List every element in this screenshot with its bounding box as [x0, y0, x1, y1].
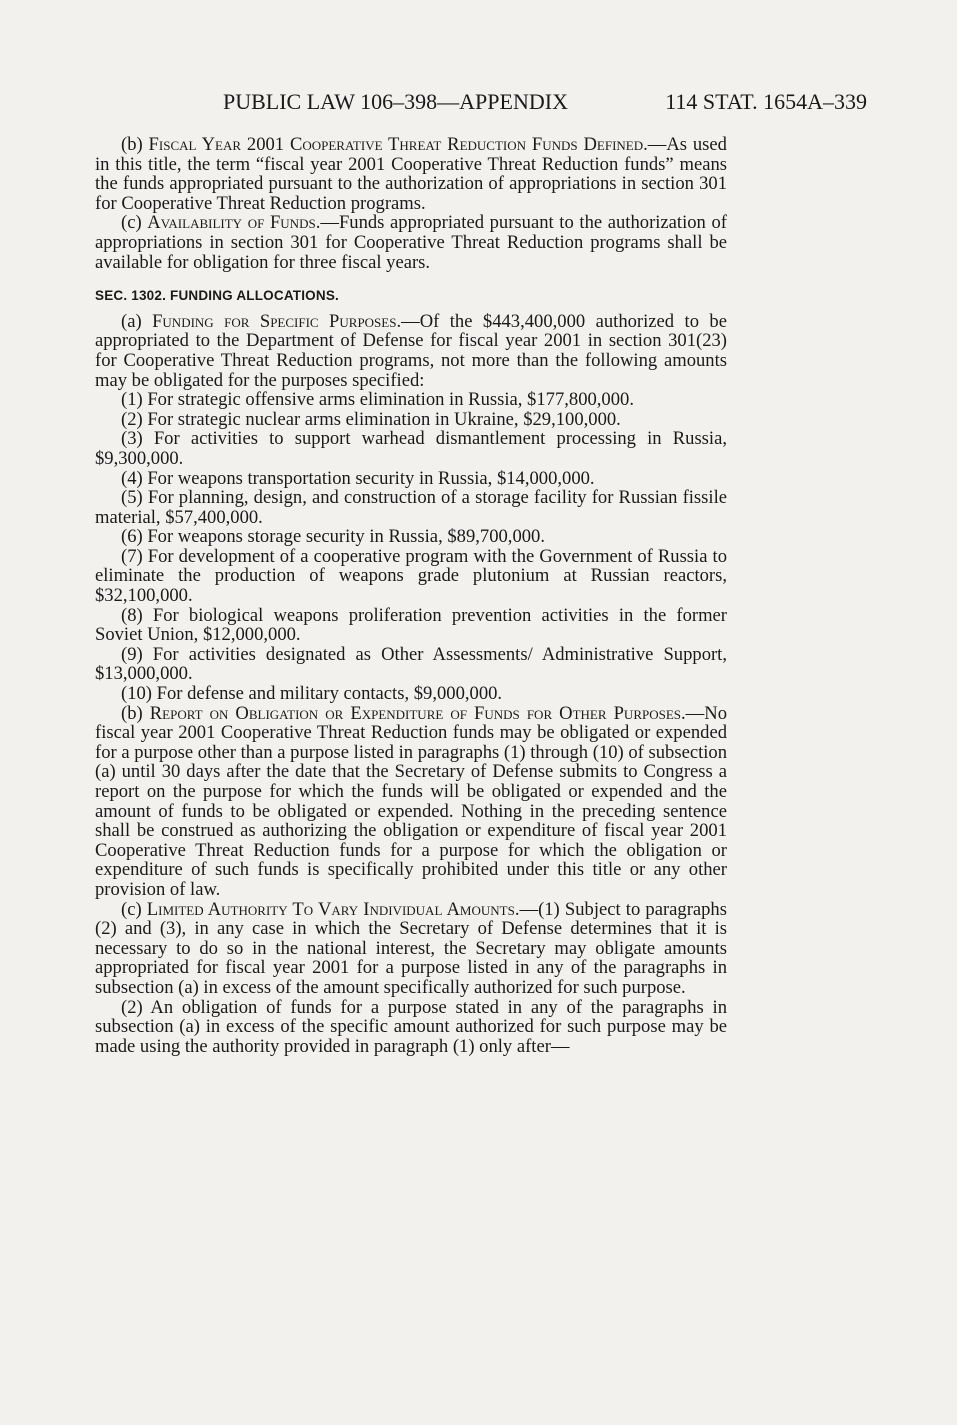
paragraph-enum: (b) [121, 702, 150, 724]
paragraph-enum: (b) [121, 134, 149, 155]
paragraph-c-availability [95, 213, 727, 272]
paragraph-text: —No fiscal year 2001 Cooperative Threat Reduction funds may be obligated or expended for a purpose other than a purpose listed in paragraphs (1) through (10) of subsection (a) until 30 days after the date that the Secretary of Defense submits to Congress a report on the purpose for which the funds will be obligated or expended and the amount of funds to be obligated or expended. Nothing in the preceding sentence shall be construed as authorizing the obligation or expenditure of fiscal year 2001 Cooperative Threat Reduction funds for a purpose for which the obligation or expenditure of such funds is specifically prohibited under this title or any other provision of law. [95, 702, 728, 900]
paragraph-heading: Limited Authority To Vary Individual Amounts. [146, 898, 520, 920]
paragraph-enum: (a) [121, 310, 153, 332]
paragraph-text: —Funds appropriated pursuant to the authorization of appropriations in section 301 for Cooperative Threat Reduction programs shall be available for obligation for three fiscal years. [95, 212, 727, 273]
paragraph-heading: Funding for Specific Purposes. [152, 310, 402, 332]
funding-items-list [95, 390, 727, 704]
header-stat-citation: 114 STAT. 1654A–339 [665, 89, 867, 114]
paragraph-a-funding [95, 312, 727, 390]
section-heading: SEC. 1302. FUNDING ALLOCATIONS. [95, 288, 339, 304]
paragraph-text: —(1) Subject to paragraphs (2) and (3), in any case in which the Secretary of Defense determines that it is necessary to do so in the national interest, the Secretary may obligate amounts appropriated for fiscal year 2001 for a purpose listed in any of the paragraphs in subsection (a) in excess of the amount specifically authorized for such purpose. [95, 898, 727, 998]
funding-item: (7) For development of a cooperative program with the Government of Russia to eliminate the production of weapons grade plutonium at Russian reactors, $32,100,000. [95, 545, 727, 607]
paragraph-text: —Of the $443,400,000 authorized to be appropriated to the Department of Defense for fiscal year 2001 in section 301(23) for Cooperative Threat Reduction programs, not more than the following amounts may be obligated for the purposes specified: [95, 310, 727, 391]
paragraph-enum: (c) [121, 898, 147, 920]
funding-item: (6) For weapons storage security in Russia, $89,700,000. [121, 526, 545, 548]
paragraph-c-2: (2) An obligation of funds for a purpose stated in any of the paragraphs in subsection (a) in excess of the specific amount authorized for such purpose may be made using the authority provided in paragraph (1) only after— [95, 996, 727, 1057]
funding-item: (2) For strategic nuclear arms elimination in Ukraine, $29,100,000. [121, 408, 621, 430]
paragraph-b-report [95, 704, 727, 900]
funding-item: (1) For strategic offensive arms elimination in Russia, $177,800,000. [121, 389, 634, 411]
running-header [95, 88, 867, 116]
header-title: PUBLIC LAW 106–398—APPENDIX [223, 89, 568, 114]
paragraph-b-funds-defined [95, 135, 727, 213]
paragraph-heading: Report on Obligation or Expenditure of Funds for Other Purposes. [149, 702, 686, 724]
funding-item: (5) For planning, design, and construction of a storage facility for Russian fissile material, $57,400,000. [95, 487, 727, 528]
paragraph-text: —As used in this title, the term “fiscal year 2001 Cooperative Threat Reduction funds” means the funds appropriated pursuant to the authorization of appropriations in section 301 for Cooperative Threat Reduction programs. [95, 134, 727, 214]
paragraph-heading: Fiscal Year 2001 Cooperative Threat Reduction Funds Defined. [148, 134, 648, 155]
funding-item: (8) For biological weapons proliferation prevention activities in the former Soviet Union, $12,000,000. [95, 604, 727, 646]
paragraph-heading: Availability of Funds. [147, 212, 321, 234]
funding-item: (9) For activities designated as Other Assessments/ Administrative Support, $13,000,000. [95, 643, 727, 685]
body-text [95, 135, 727, 1056]
funding-item: (3) For activities to support warhead dismantlement processing in Russia, $9,300,000. [95, 428, 727, 469]
paragraph-c-limited-authority [95, 900, 727, 998]
funding-item: (4) For weapons transportation security in Russia, $14,000,000. [121, 467, 595, 489]
funding-item: (10) For defense and military contacts, $9,000,000. [121, 683, 503, 705]
paragraph-enum: (c) [121, 212, 148, 234]
